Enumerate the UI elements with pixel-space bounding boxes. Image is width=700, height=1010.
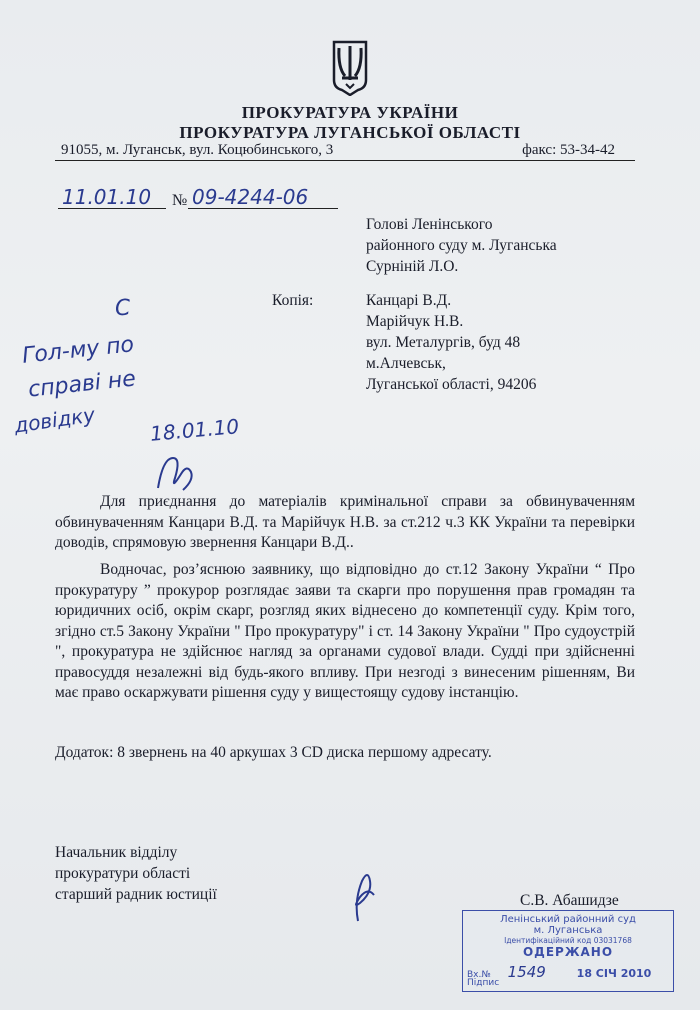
address-text: 91055, м. Луганськ, вул. Коцюбинського, 3 xyxy=(61,142,334,158)
recipient-block xyxy=(366,214,557,277)
copy-line: м.Алчевськ, xyxy=(366,355,446,372)
signatory-line: Начальник відділу xyxy=(55,844,178,861)
attachment-line: Додаток: 8 звернень на 40 аркушах 3 CD диска першому адресату. xyxy=(55,744,492,761)
resolution-date: 18.01.10 xyxy=(149,414,240,446)
signatory-block xyxy=(55,842,217,905)
reg-number-prefix: № xyxy=(172,192,188,209)
stamp-sign-label: Підпис xyxy=(467,978,500,988)
copy-line: Луганської області, 94206 xyxy=(366,376,537,393)
signatory-name: С.В. Абашидзе xyxy=(520,892,619,909)
body-paragraph-2: Водночас, роз’яснюю заявнику, що відповідно до ст.12 Закону України “ Про прокуратуру ” прокурор розглядає заяви та скарги про порушення прав громадян та юридичних осіб, окрім скарг, розгляд яких віднесено до компетенції суду. Крім того, згідно ст.5 Закону України " Про прокуратуру" і ст. 14 Закону України " Про судоустрій ", прокуратура не здійснює нагляд за органами судової влади. Судді при здійсненні правосуддя незалежні від будь-якого впливу. При незгоді з винесеним рішенням, Ви має право оскаржувати рішення суду у вищестоящу судову інстанцію. xyxy=(55,561,635,701)
resolution-line-1: Гол-му по xyxy=(21,332,136,369)
trident-emblem-icon xyxy=(330,40,370,96)
stamp-in-number: 1549 xyxy=(507,963,546,981)
court-received-stamp xyxy=(462,910,674,992)
stamp-line-4: ОДЕРЖАНО xyxy=(522,945,614,959)
stamp-sign-row xyxy=(467,978,499,988)
header-line-1: ПРОКУРАТУРА УКРАЇНИ xyxy=(241,103,459,122)
reg-date: 11.01.10 xyxy=(62,185,152,209)
copy-block xyxy=(366,290,536,395)
copy-line: вул. Металургів, буд 48 xyxy=(366,334,521,351)
recipient-line: районного суду м. Луганська xyxy=(366,237,557,254)
stamp-line-2: м. Луганська xyxy=(533,925,603,936)
body-paragraph-1: Для приєднання до матеріалів кримінальної справи за обвинуваченням обвинуваченням Канцари В.Д. та Марійчук Н.В. за ст.212 ч.3 КК України та перевірки доводів, спрямовую звернення Канцари В.Д.. xyxy=(55,493,635,551)
reg-number: 09-4244-06 xyxy=(192,185,309,209)
signatory-line: старший радник юстиції xyxy=(55,886,217,903)
copy-label: Копія: xyxy=(272,292,314,309)
resolution-line-3: довідку xyxy=(12,402,97,438)
reg-date-line xyxy=(58,208,166,209)
stamp-date: 18 СІЧ 2010 xyxy=(576,967,652,980)
resolution-signature-icon xyxy=(148,448,208,498)
stamp-in-label: Вх.№ xyxy=(467,970,491,980)
handwritten-signature-icon xyxy=(336,866,386,926)
recipient-line: Сурнінiй Л.О. xyxy=(366,258,459,275)
fax-text: факс: 53-34-42 xyxy=(522,142,615,158)
resolution-line-2: справі не xyxy=(26,366,137,403)
recipient-line: Голові Ленінського xyxy=(366,216,493,233)
address-line xyxy=(55,142,635,161)
resolution-c: С xyxy=(114,295,132,322)
signatory-line: прокуратури області xyxy=(55,865,191,882)
header-line-2: ПРОКУРАТУРА ЛУГАНСЬКОЇ ОБЛАСТІ xyxy=(179,123,521,142)
stamp-line-3: Ідентифікаційний код 03031768 xyxy=(504,936,632,945)
copy-line: Канцарі В.Д. xyxy=(366,292,452,309)
reg-number-line xyxy=(188,208,338,209)
stamp-line-1: Ленінський районний суд xyxy=(500,914,636,925)
copy-line: Марійчук Н.В. xyxy=(366,313,464,330)
